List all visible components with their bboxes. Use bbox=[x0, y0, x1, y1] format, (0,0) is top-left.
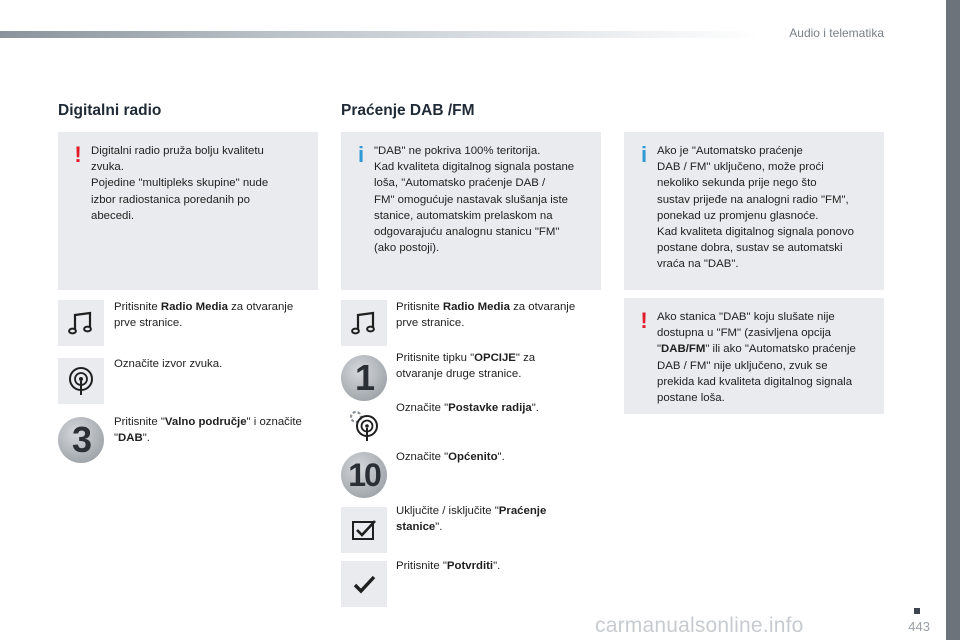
left-step-2: Označite izvor zvuka. bbox=[114, 358, 223, 370]
warning-box-dab-unavailable bbox=[624, 298, 884, 414]
right-step-4: Označite "Općenito". bbox=[396, 451, 505, 463]
radio-settings-icon bbox=[341, 402, 387, 448]
info-box-dab-switch bbox=[624, 132, 884, 290]
watermark: carmanualsonline.info bbox=[595, 614, 804, 637]
left-step-3: Pritisnite "Valno područje" i označite "DAB". bbox=[114, 416, 302, 445]
right-step-6: Pritisnite "Potvrditi". bbox=[396, 560, 501, 572]
info-box-dab-coverage bbox=[341, 132, 601, 290]
warning-mark-icon: ! bbox=[74, 142, 82, 167]
checkmark-icon bbox=[341, 561, 387, 607]
page-number: 443 bbox=[908, 619, 930, 634]
info-text-1: "DAB" ne pokriva 100% teritorija. Kad kvaliteta digitalnog signala postane loša, "Automatsko praćenje DAB / FM" omogućuje nastavak slušanja iste stanice, automatskim prelaskom na odgovarajuću analognu stanicu "FM" (ako postoji). bbox=[374, 145, 575, 255]
warning-text: Digitalni radio pruža bolju kvalitetu zvuka. Pojedine "multipleks skupine" nude izbor radiostanica poredanih po abecedi. bbox=[91, 145, 269, 222]
header-gradient-bar bbox=[0, 31, 760, 38]
right-step-1: Pritisnite Radio Media za otvaranje prve stranice. bbox=[396, 301, 576, 330]
step-number-badge: 1 bbox=[341, 355, 387, 401]
radio-source-icon bbox=[58, 358, 104, 404]
warning-mark-icon: ! bbox=[640, 308, 648, 333]
right-step-5: Uključite / isključite "Praćenje stanice". bbox=[396, 505, 547, 534]
warning-text-dab: Ako stanica "DAB" koju slušate nije dostupna u "FM" (zasivljena opcija "DAB/FM" ili ako "Automatsko praćenje DAB / FM" nije uključeno, zvuk se prekida kad kvaliteta digitalnog signala postane loša. bbox=[657, 311, 856, 405]
step-number-badge: 10 bbox=[341, 452, 387, 498]
heading-dab-fm: Praćenje DAB /FM bbox=[341, 102, 475, 119]
info-text-2: Ako je "Automatsko praćenje DAB / FM" uključeno, može proći nekoliko sekunda prije nego što sustav prijeđe na analogni radio "FM", ponekad uz promjenu glasnoće. Kad kvaliteta digitalnog signala ponovo postane dobra, sustav se automatski vraća na "DAB". bbox=[657, 145, 854, 271]
warning-box-digital-radio bbox=[58, 132, 318, 290]
heading-digital-radio: Digitalni radio bbox=[58, 102, 162, 119]
music-note-icon bbox=[58, 300, 104, 346]
page-edge-bar bbox=[946, 0, 960, 640]
page-marker bbox=[914, 608, 920, 614]
step-number-badge: 3 bbox=[58, 417, 104, 463]
music-note-icon bbox=[341, 300, 387, 346]
info-mark-icon: i bbox=[640, 142, 648, 167]
right-step-3: Označite "Postavke radija". bbox=[396, 402, 539, 414]
right-step-2: Pritisnite tipku "OPCIJE" za otvaranje druge stranice. bbox=[396, 352, 536, 381]
info-mark-icon: i bbox=[357, 142, 365, 167]
section-title: Audio i telematika bbox=[789, 26, 884, 40]
checkbox-icon bbox=[341, 507, 387, 553]
left-step-1: Pritisnite Radio Media za otvaranje prve stranice. bbox=[114, 301, 294, 330]
